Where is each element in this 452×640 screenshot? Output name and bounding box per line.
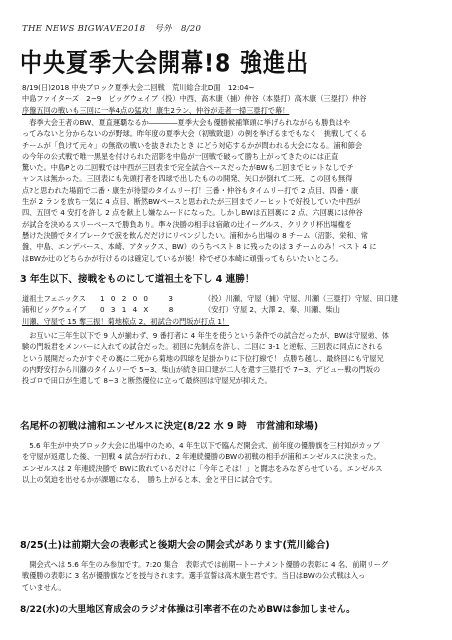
game2-highlight: 川瀬、守屋で 15 奪三振！菊地椋点 2、初試合の門坂が打点 1！ [22, 316, 230, 326]
article-2-line: 投ゴロで田口が生還して 8−3 と断然優位に立って最終回は守屋兄が抑えた。 [22, 376, 272, 386]
article-2 [22, 330, 434, 386]
headline: 中央夏季大会開幕!8 強進出 [20, 49, 310, 79]
article-1-line: の今年の公式戦で唯一黒星を付けられた沼影を中島が一回戦で破って勝ち上がってきたのには正直 [22, 151, 339, 161]
section-heading-nameo-cup: 名尾杯の初戦は浦和エンゼルスに決定(8/22 水 9 時 市営浦和球場) [20, 421, 319, 432]
article-1-line: が試合を決めるスリーベースで勝負あり。準々決勝の相手は宿敵の辻イーグルス、クリクリ杯出場権を [22, 219, 352, 229]
article-4 [22, 559, 434, 593]
article-3 [22, 440, 434, 485]
game2-box [22, 293, 434, 327]
scoreline-row [22, 304, 434, 315]
team-name: 道祖土フェニックス [22, 294, 86, 303]
article-1-line: ってみないと分からないのが野球。昨年度の夏季大会（初戦敗退）の例を挙げるまでもなく 挑戦してくる [22, 129, 368, 139]
article-1-line: 懸けた決勝でタイブレークで涙を飲んだだけにリベンジしたい。浦和から出場の 8 チーム（沼影、栄和、常 [22, 230, 368, 240]
line-score: 1 0 2 0 0 3 [100, 294, 175, 303]
scoreline-row [22, 293, 434, 304]
article-2-line: という展開だったがすぐその裏に二死から菊地の四球を足掛かりに下位打線で！ 点勝ち越し、最終回にも守屋兄 [22, 353, 384, 363]
article-1-line: ャンスは無かった。三回表にも先頭打者を四球で出したものの開発、矢口が倒れて二死、この回も無得 [22, 174, 353, 184]
line-score: 0 3 1 4 X 8 [100, 305, 176, 315]
footer-note: 8/22(水)の大里地区育成会のラジオ体操は引率者不在のためBWは参加しません。 [20, 605, 356, 615]
article-1-line: 春季大会王者のBW、夏直運覇なるか――――夏季大会も優勝候補筆頭に挙げられながらも勝負はや [22, 118, 351, 127]
dateline-block [22, 82, 434, 116]
article-3-line: を守屋が返還した後、一回戦 4 試合が行われ、2 年連続優勝のBWの初戦の相手が浦和エンゼルスに決まった。 [22, 452, 381, 462]
article-4-line: 戦優勝の表彰に 3 名が優勝旗などを授与されます。選手宣誓は高木康生君です。当日はBWの公式戦は入っ [22, 571, 366, 581]
article-1-line: チームが「負けて元々」の無欲の戦いを抜きれたとき にどう対応するかが問われる大会になる。浦和節会 [22, 140, 363, 150]
result-line-2: 序盤五回の戦いも三回に一挙4点の猛攻！康生2ラン、仲谷が走者一掃三塁打で幕！ [22, 105, 290, 115]
masthead-title: THE NEWS BIGWAVE2018 [22, 24, 146, 34]
article-1 [22, 117, 434, 264]
article-3-line: 5.6 年生が中央ブロック大会に出場中のため、4 年生以下で臨んだ開会式、前年度の優勝旗を三村知がカップ [22, 441, 380, 450]
article-1-line: 驚いた。中島Pとの二回戦では中西が三回表まで完全試合ペースだったがBWも二回までヒットなしでチ [22, 163, 354, 173]
article-1-line: はBWか辻のどちらかが行けるのは確定しているが後！枠でぜひ本崎に頑張ってもらいたいところ。 [22, 253, 343, 263]
article-3-line: エンゼルスは 2 年連続決勝で BWに敗れているだけに「今年こそは！」と闘志をみなぎらせている。エンゼルス [22, 463, 383, 473]
batting-notes: （安打）守屋 2、大澤 2、秦、川瀬、柴山 [204, 305, 340, 315]
article-1-line: 四、五回で 4 安打を許し 2 点を献上し嫌なムードになった。しかしBWは五回裏に 2 点、六回裏には仲谷 [22, 208, 363, 218]
batting-notes: （投）川瀬、守屋（捕）守屋、川瀬（三塁打）守屋、田口建 [204, 294, 399, 303]
article-1-line: 点?と思われた場面で二番・康生が待望のタイムリー打！三番・仲谷もタイムリー打で 2 点目、四番・康 [22, 185, 359, 195]
article-2-line: お互いに三年生以下で 9 人が揃わず、9 番打者に 4 年生を使うという条件での試合だったが、BWは守屋弟、体 [22, 331, 389, 340]
section-heading-ceremony: 8/25(土)は前期大会の表彰式と後期大会の開会式があります(荒川総合) [20, 540, 330, 551]
masthead [22, 22, 207, 34]
article-2-line: の内野安打から川瀬のタイムリーで 5−3、柴山が続き田口建が二人を還す三塁打で 7−3、デビュー戦の門坂の [22, 364, 381, 374]
article-1-line: 盤、中島、エンデバース、本崎、アタックス、BW）のうちベスト 8 に残ったのは 3 チームのみ！ベスト 4 に [22, 242, 377, 252]
article-3-line: 以上の気迫を出せるかが課題になる、 勝ち上がると本、金と平日に試合です。 [22, 474, 277, 484]
section-heading-game2: 3 年生以下、接戦をものにして道祖土を下し 4 連勝！ [20, 274, 255, 285]
article-2-line: 験の門坂君をメンバーに入れての試合だった。初回に先制点を許し、二回に 3-1 と逆転、三回表に同点にされる [22, 342, 383, 352]
masthead-issue: 号外 [154, 24, 172, 34]
article-4-line: 開会式へは 5.6 年生のみ参加です。7:20 集合 表彰式では前期ートーナメント優勝の表彰に 4 名、前期リーグ [22, 560, 389, 569]
masthead-date: 8/20 [180, 24, 202, 34]
result-line-1: 中島ファイターズ 2−9 ビッグウェイブ（投）中西、高木康（捕）仲谷（本塁打）高木康（三塁打）仲谷 [22, 94, 367, 104]
team-name: 浦和ビッグウェイブ [22, 305, 86, 315]
dateline: 8/19(日)2018 中央ブロック夏季大会二回戦 荒川総合北D面 12:04~ [22, 83, 255, 92]
article-4-line: ていません。 [22, 582, 66, 592]
article-1-line: 生が 2 ランを放ち一気に 4 点目、断然BWペースと思われたが三回までノーヒットで好投していた中西が [22, 197, 361, 207]
